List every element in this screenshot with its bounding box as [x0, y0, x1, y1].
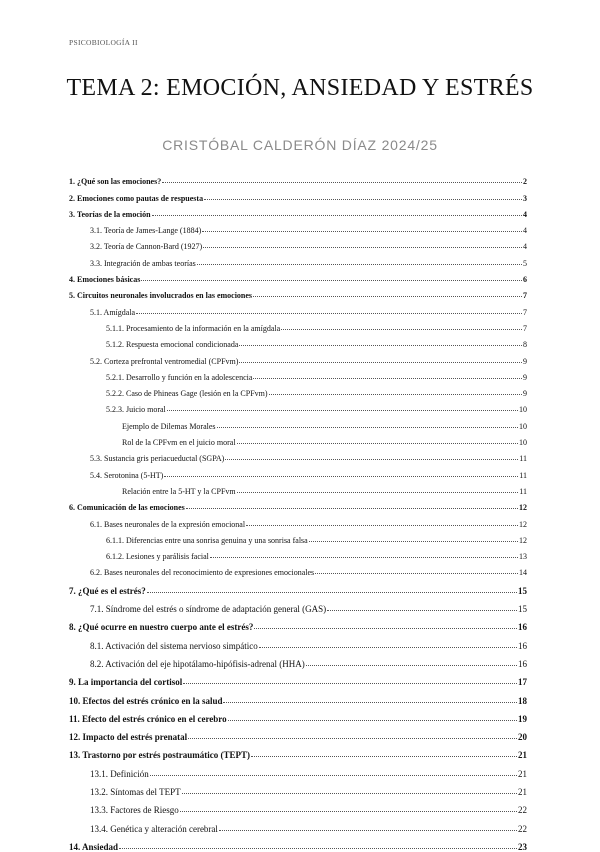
- toc-entry[interactable]: [69, 333, 527, 349]
- toc-leader-dots: [152, 215, 522, 216]
- toc-entry-title: 12. Impacto del estrés prenatal: [69, 732, 188, 743]
- toc-leader-dots: [210, 557, 518, 558]
- toc-entry-title: 4. Emociones básicas: [69, 275, 141, 285]
- toc-page-number: 12: [519, 503, 527, 513]
- toc-entry[interactable]: [69, 706, 527, 724]
- toc-leader-dots: [315, 573, 518, 574]
- toc-leader-dots: [202, 231, 522, 232]
- toc-entry-title: 6. Comunicación de las emociones: [69, 503, 185, 513]
- toc-page-number: 9: [523, 389, 527, 399]
- toc-entry[interactable]: [69, 742, 527, 760]
- toc-leader-dots: [327, 610, 517, 611]
- toc-entry[interactable]: [69, 463, 527, 479]
- toc-entry[interactable]: [69, 186, 527, 202]
- toc-leader-dots: [254, 628, 517, 629]
- toc-page-number: 17: [518, 677, 527, 688]
- toc-entry[interactable]: [69, 431, 527, 447]
- toc-leader-dots: [251, 756, 517, 757]
- toc-entry[interactable]: [69, 398, 527, 414]
- toc-page-number: 10: [519, 421, 527, 431]
- toc-entry[interactable]: [69, 284, 527, 300]
- toc-entry[interactable]: [69, 724, 527, 742]
- toc-entry-title: 5.2.3. Juicio moral: [106, 405, 166, 415]
- toc-leader-dots: [281, 329, 522, 330]
- toc-leader-dots: [237, 492, 519, 493]
- toc-entry-title: 5.3. Sustancia gris periacueductal (SGPA): [90, 454, 225, 464]
- toc-entry-title: 8.1. Activación del sistema nervioso simpático: [90, 640, 258, 651]
- toc-entry-title: 5.2. Corteza prefrontal ventromedial (CPFvm): [90, 356, 239, 366]
- document-title: TEMA 2: EMOCIÓN, ANSIEDAD Y ESTRÉS: [66, 75, 534, 101]
- toc-entry[interactable]: [69, 632, 527, 650]
- toc-page-number: 4: [523, 226, 527, 236]
- toc-leader-dots: [180, 811, 517, 812]
- toc-entry-title: 13.4. Genética y alteración cerebral: [90, 823, 218, 834]
- toc-entry[interactable]: [69, 382, 527, 398]
- toc-entry-title: 5.1.2. Respuesta emocional condicionada: [106, 340, 239, 350]
- toc-entry[interactable]: [69, 815, 527, 833]
- toc-entry-title: 10. Efectos del estrés crónico en la salud: [69, 695, 223, 706]
- toc-page-number: 6: [523, 275, 527, 285]
- toc-entry-title: 13.1. Definición: [90, 768, 149, 779]
- toc-leader-dots: [309, 541, 518, 542]
- toc-entry-title: 6.1. Bases neuronales de la expresión emocional: [90, 519, 246, 529]
- toc-page-number: 18: [518, 695, 527, 706]
- toc-entry-title: 6.2. Bases neuronales del reconocimiento de expresiones emocionales: [90, 568, 315, 578]
- toc-page-number: 8: [523, 340, 527, 350]
- toc-entry-title: 5.1. Amígdala: [90, 307, 136, 317]
- toc-entry-title: Ejemplo de Dilemas Morales: [122, 421, 216, 431]
- toc-leader-dots: [253, 296, 522, 297]
- toc-entry[interactable]: [69, 251, 527, 267]
- toc-page-number: 16: [518, 658, 527, 669]
- toc-entry[interactable]: [69, 687, 527, 705]
- toc-page-number: 10: [519, 405, 527, 415]
- toc-page-number: 12: [519, 519, 527, 529]
- toc-entry[interactable]: [69, 797, 527, 815]
- toc-entry[interactable]: [69, 496, 527, 512]
- toc-entry[interactable]: [69, 268, 527, 284]
- toc-leader-dots: [197, 264, 522, 265]
- author-subtitle: CRISTÓBAL CALDERÓN DÍAZ 2024/25: [162, 137, 438, 153]
- toc-page-number: 4: [523, 209, 527, 219]
- toc-entry-title: 5. Circuitos neuronales involucrados en las emociones: [69, 291, 253, 301]
- toc-leader-dots: [228, 720, 517, 721]
- toc-page-number: 9: [523, 356, 527, 366]
- toc-leader-dots: [182, 793, 517, 794]
- toc-page-number: 19: [518, 713, 527, 724]
- toc-leader-dots: [164, 476, 518, 477]
- toc-leader-dots: [167, 410, 518, 411]
- toc-leader-dots: [246, 525, 518, 526]
- toc-page-number: 22: [518, 805, 527, 816]
- toc-entry[interactable]: [69, 349, 527, 365]
- toc-leader-dots: [269, 394, 522, 395]
- toc-page-number: 10: [519, 438, 527, 448]
- toc-entry-title: 13.2. Síntomas del TEPT: [90, 786, 181, 797]
- toc-entry-title: 2. Emociones como pautas de respuesta: [69, 193, 204, 203]
- toc-page-number: 14: [519, 568, 527, 578]
- toc-entry[interactable]: [69, 414, 527, 430]
- toc-leader-dots: [141, 280, 522, 281]
- toc-entry-title: 5.2.2. Caso de Phineas Gage (lesión en la CPFvm): [106, 389, 268, 399]
- toc-entry-title: 7. ¿Qué es el estrés?: [69, 585, 146, 596]
- toc-leader-dots: [306, 665, 517, 666]
- toc-leader-dots: [150, 775, 517, 776]
- toc-entry-title: 13.3. Factores de Riesgo: [90, 805, 179, 816]
- toc-leader-dots: [203, 247, 522, 248]
- toc-entry-title: 8. ¿Qué ocurre en nuestro cuerpo ante el estrés?: [69, 622, 254, 633]
- toc-entry[interactable]: [69, 480, 527, 496]
- toc-entry-title: 3.1. Teoría de James-Lange (1884): [90, 226, 202, 236]
- toc-entry-title: 1. ¿Qué son las emociones?: [69, 177, 162, 187]
- toc-entry[interactable]: [69, 317, 527, 333]
- toc-leader-dots: [237, 443, 518, 444]
- toc-page-number: 2: [523, 177, 527, 187]
- toc-entry-title: 13. Trastorno por estrés postraumático (TEPT): [69, 750, 250, 761]
- toc-page-number: 7: [523, 323, 527, 333]
- toc-entry-title: 8.2. Activación del eje hipotálamo-hipófisis-adrenal (HHA): [90, 658, 305, 669]
- toc-entry-title: 14. Ansiedad: [69, 841, 119, 852]
- toc-page-number: 15: [518, 604, 527, 615]
- toc-entry-title: 9. La importancia del cortisol: [69, 677, 183, 688]
- toc-entry-title: 3.3. Integración de ambas teorías: [90, 258, 196, 268]
- toc-leader-dots: [186, 508, 518, 509]
- toc-leader-dots: [225, 459, 518, 460]
- toc-entry[interactable]: [69, 529, 527, 545]
- toc-leader-dots: [217, 427, 518, 428]
- toc-entry[interactable]: [69, 561, 527, 577]
- toc-entry[interactable]: [69, 235, 527, 251]
- toc-entry-title: Relación entre la 5-HT y la CPFvm: [122, 486, 236, 496]
- toc-leader-dots: [259, 647, 517, 648]
- toc-leader-dots: [188, 738, 517, 739]
- toc-entry[interactable]: [69, 834, 527, 852]
- toc-page-number: 15: [518, 585, 527, 596]
- toc-leader-dots: [253, 378, 522, 379]
- toc-page-number: 4: [523, 242, 527, 252]
- toc-entry[interactable]: [69, 760, 527, 778]
- toc-page-number: 9: [523, 372, 527, 382]
- toc-entry-title: Rol de la CPFvm en el juicio moral: [122, 438, 236, 448]
- toc-leader-dots: [147, 592, 517, 593]
- toc-entry[interactable]: [69, 596, 527, 614]
- toc-page-number: 21: [518, 750, 527, 761]
- toc-page-number: 3: [523, 193, 527, 203]
- toc-entry[interactable]: [69, 577, 527, 595]
- toc-entry[interactable]: [69, 300, 527, 316]
- running-header: PSICOBIOLOGÍA II: [69, 38, 138, 47]
- toc-page-number: 23: [518, 841, 527, 852]
- toc-entry-title: 5.2.1. Desarrollo y función en la adolescencia: [106, 372, 253, 382]
- toc-page-number: 21: [518, 786, 527, 797]
- toc-leader-dots: [183, 683, 517, 684]
- toc-leader-dots: [239, 362, 522, 363]
- toc-page-number: 16: [518, 622, 527, 633]
- toc-page-number: 7: [523, 291, 527, 301]
- toc-entry-title: 3. Teorías de la emoción: [69, 209, 151, 219]
- toc-entry-title: 7.1. Síndrome del estrés o síndrome de adaptación general (GAS): [90, 604, 327, 615]
- toc-page-number: 7: [523, 307, 527, 317]
- toc-leader-dots: [239, 345, 522, 346]
- toc-leader-dots: [223, 702, 517, 703]
- toc-leader-dots: [162, 182, 522, 183]
- toc-page-number: 20: [518, 732, 527, 743]
- toc-entry-title: 5.1.1. Procesamiento de la información en la amígdala: [106, 323, 281, 333]
- toc-entry-title: 11. Efecto del estrés crónico en el cerebro: [69, 713, 227, 724]
- toc-page-number: 11: [519, 454, 527, 464]
- toc-page-number: 5: [523, 258, 527, 268]
- toc-leader-dots: [204, 199, 522, 200]
- toc-entry[interactable]: [69, 447, 527, 463]
- toc-entry-title: 3.2. Teoría de Cannon-Bard (1927): [90, 242, 203, 252]
- toc-entry[interactable]: [69, 203, 527, 219]
- toc-entry[interactable]: [69, 651, 527, 669]
- toc-entry[interactable]: [69, 170, 527, 186]
- toc-page-number: 22: [518, 823, 527, 834]
- toc-entry[interactable]: [69, 614, 527, 632]
- table-of-contents: [69, 170, 527, 852]
- toc-entry-title: 5.4. Serotonina (5-HT): [90, 470, 164, 480]
- toc-leader-dots: [219, 830, 517, 831]
- toc-leader-dots: [119, 848, 517, 849]
- toc-page-number: 11: [519, 486, 527, 496]
- toc-page-number: 13: [519, 552, 527, 562]
- toc-entry[interactable]: [69, 669, 527, 687]
- toc-page-number: 11: [519, 470, 527, 480]
- toc-entry-title: 6.1.1. Diferencias entre una sonrisa genuina y una sonrisa falsa: [106, 535, 308, 545]
- toc-entry[interactable]: [69, 545, 527, 561]
- toc-page-number: 12: [519, 535, 527, 545]
- toc-leader-dots: [136, 313, 522, 314]
- toc-entry[interactable]: [69, 219, 527, 235]
- toc-page-number: 16: [518, 640, 527, 651]
- toc-entry[interactable]: [69, 366, 527, 382]
- toc-page-number: 21: [518, 768, 527, 779]
- toc-entry[interactable]: [69, 512, 527, 528]
- toc-entry[interactable]: [69, 779, 527, 797]
- toc-entry-title: 6.1.2. Lesiones y parálisis facial: [106, 552, 209, 562]
